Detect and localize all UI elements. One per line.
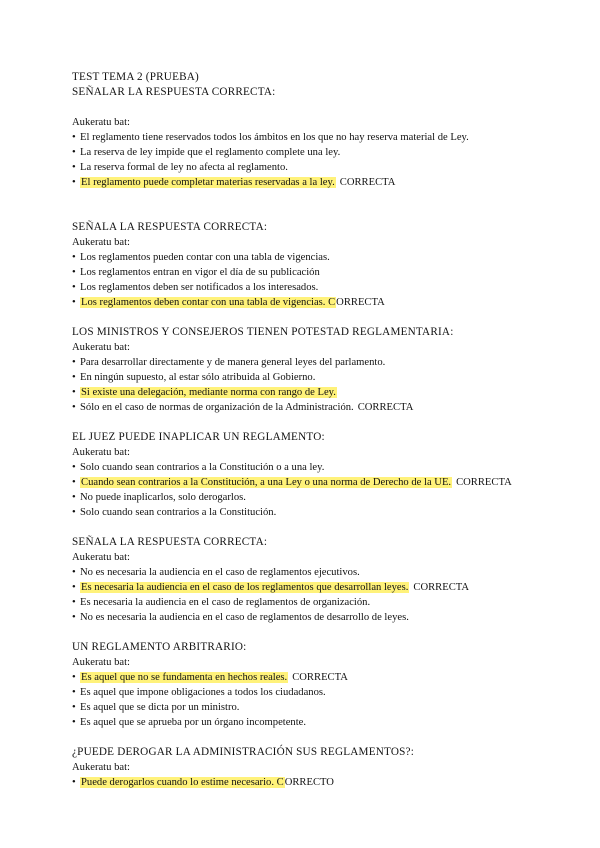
answer-option xyxy=(72,505,542,520)
answer-option xyxy=(72,400,542,415)
spacer xyxy=(72,625,542,640)
answer-option xyxy=(72,490,542,505)
answer-option xyxy=(72,460,542,475)
bullet-icon: • xyxy=(72,702,76,713)
bullet-icon: • xyxy=(72,567,76,578)
correct-mark: CORRECTA xyxy=(339,177,396,188)
spacer xyxy=(72,190,542,220)
bullet-icon: • xyxy=(72,282,76,293)
bullet-icon: • xyxy=(72,402,76,413)
bullet-icon: • xyxy=(72,252,76,263)
answer-text: Es aquel que impone obligaciones a todos los ciudadanos. xyxy=(80,687,326,698)
answer-text: Es aquel que se dicta por un ministro. xyxy=(80,702,240,713)
question-heading: LOS MINISTROS Y CONSEJEROS TIENEN POTESTAD REGLAMENTARIA: xyxy=(72,326,454,338)
bullet-icon: • xyxy=(72,177,76,188)
answer-option xyxy=(72,715,542,730)
question-heading: EL JUEZ PUEDE INAPLICAR UN REGLAMENTO: xyxy=(72,431,325,443)
question-block xyxy=(72,85,542,190)
answer-text: Para desarrollar directamente y de manera general leyes del parlamento. xyxy=(80,357,386,368)
correct-mark: ORRECTA xyxy=(336,297,385,308)
answer-option xyxy=(72,385,542,400)
bullet-icon: • xyxy=(72,492,76,503)
question-prompt: Aukeratu bat: xyxy=(72,117,130,128)
answer-text: Es necesaria la audiencia en el caso de los reglamentos que desarrollan leyes. xyxy=(81,582,409,593)
answer-option xyxy=(72,370,542,385)
answer-option xyxy=(72,670,542,685)
answer-option xyxy=(72,175,542,190)
bullet-icon: • xyxy=(72,477,76,488)
answer-option xyxy=(72,280,542,295)
answer-option xyxy=(72,295,542,310)
answer-text: Es necesaria la audiencia en el caso de reglamentos de organización. xyxy=(80,597,371,608)
bullet-icon: • xyxy=(72,147,76,158)
bullet-icon: • xyxy=(72,132,76,143)
bullet-icon: • xyxy=(72,777,76,788)
answer-text: Los reglamentos deben ser notificados a los interesados. xyxy=(80,282,319,293)
spacer xyxy=(72,310,542,325)
question-block xyxy=(72,415,542,520)
answer-option xyxy=(72,595,542,610)
answer-text: El reglamento tiene reservados todos los ámbitos en los que no hay reserva material de Ley. xyxy=(80,132,469,143)
bullet-icon: • xyxy=(72,162,76,173)
answer-text: En ningún supuesto, al estar sólo atribuida al Gobierno. xyxy=(80,372,316,383)
answer-option xyxy=(72,355,542,370)
question-block xyxy=(72,730,542,790)
bullet-icon: • xyxy=(72,462,76,473)
spacer xyxy=(72,415,542,430)
bullet-icon: • xyxy=(72,582,76,593)
question-prompt: Aukeratu bat: xyxy=(72,552,130,563)
answer-option xyxy=(72,160,542,175)
document-title: TEST TEMA 2 (PRUEBA) xyxy=(72,71,199,83)
bullet-icon: • xyxy=(72,612,76,623)
answer-text: El reglamento puede completar materias reservadas a la ley. xyxy=(81,177,335,188)
question-prompt: Aukeratu bat: xyxy=(72,762,130,773)
correct-mark: CORRECTA xyxy=(292,672,348,683)
question-prompt: Aukeratu bat: xyxy=(72,342,130,353)
answer-text: Los reglamentos pueden contar con una tabla de vigencias. xyxy=(80,252,330,263)
answer-text: La reserva formal de ley no afecta al reglamento. xyxy=(80,162,288,173)
answer-text: No es necesaria la audiencia en el caso de reglamentos ejecutivos. xyxy=(80,567,360,578)
answer-text: Los reglamentos entran en vigor el día de su publicación xyxy=(80,267,320,278)
correct-mark: CORRECTA xyxy=(357,402,414,413)
answer-text: Cuando sean contrarios a la Constitución, a una Ley o una norma de Derecho de la UE. xyxy=(81,477,452,488)
answer-option xyxy=(72,565,542,580)
bullet-icon: • xyxy=(72,387,76,398)
bullet-icon: • xyxy=(72,717,76,728)
answer-text: No puede inaplicarlos, solo derogarlos. xyxy=(80,492,246,503)
question-heading: UN REGLAMENTO ARBITRARIO: xyxy=(72,641,247,653)
bullet-icon: • xyxy=(72,687,76,698)
bullet-icon: • xyxy=(72,507,76,518)
answer-text: Solo cuando sean contrarios a la Constitución o a una ley. xyxy=(80,462,325,473)
question-heading: ¿PUEDE DEROGAR LA ADMINISTRACIÓN SUS REGLAMENTOS?: xyxy=(72,746,415,758)
question-heading: SEÑALA LA RESPUESTA CORRECTA: xyxy=(72,221,268,233)
answer-option xyxy=(72,580,542,595)
document-body xyxy=(72,70,542,790)
question-block xyxy=(72,190,542,310)
answer-option xyxy=(72,475,542,490)
correct-mark: CORRECTA xyxy=(413,582,470,593)
correct-mark: ORRECTO xyxy=(284,777,334,788)
question-prompt: Aukeratu bat: xyxy=(72,657,130,668)
answer-text: No es necesaria la audiencia en el caso de reglamentos de desarrollo de leyes. xyxy=(80,612,409,623)
answer-option xyxy=(72,685,542,700)
spacer xyxy=(72,730,542,745)
answer-option xyxy=(72,265,542,280)
question-block xyxy=(72,310,542,415)
spacer xyxy=(72,520,542,535)
answer-option xyxy=(72,130,542,145)
bullet-icon: • xyxy=(72,297,76,308)
answer-text: Es aquel que se aprueba por un órgano incompetente. xyxy=(80,717,307,728)
question-heading: SEÑALA LA RESPUESTA CORRECTA: xyxy=(72,536,268,548)
question-prompt: Aukeratu bat: xyxy=(72,447,130,458)
answer-text: Si existe una delegación, mediante norma con rango de Ley. xyxy=(81,387,336,398)
bullet-icon: • xyxy=(72,597,76,608)
question-block xyxy=(72,625,542,730)
correct-mark: CORRECTA xyxy=(456,477,512,488)
answer-text: La reserva de ley impide que el reglamento complete una ley. xyxy=(80,147,341,158)
answer-option xyxy=(72,700,542,715)
answer-option xyxy=(72,775,542,790)
bullet-icon: • xyxy=(72,357,76,368)
question-block xyxy=(72,520,542,625)
answer-text: Los reglamentos deben contar con una tabla de vigencias. C xyxy=(81,297,336,308)
bullet-icon: • xyxy=(72,267,76,278)
answer-text: Es aquel que no se fundamenta en hechos reales. xyxy=(81,672,288,683)
question-prompt: Aukeratu bat: xyxy=(72,237,130,248)
bullet-icon: • xyxy=(72,672,76,683)
answer-text: Solo cuando sean contrarios a la Constitución. xyxy=(80,507,277,518)
answer-option xyxy=(72,250,542,265)
answer-option xyxy=(72,145,542,160)
answer-text: Puede derogarlos cuando lo estime necesario. C xyxy=(81,777,284,788)
question-heading: SEÑALAR LA RESPUESTA CORRECTA: xyxy=(72,86,276,98)
bullet-icon: • xyxy=(72,372,76,383)
answer-text: Sólo en el caso de normas de organización de la Administración. xyxy=(80,402,354,413)
spacer xyxy=(72,100,542,115)
answer-option xyxy=(72,610,542,625)
